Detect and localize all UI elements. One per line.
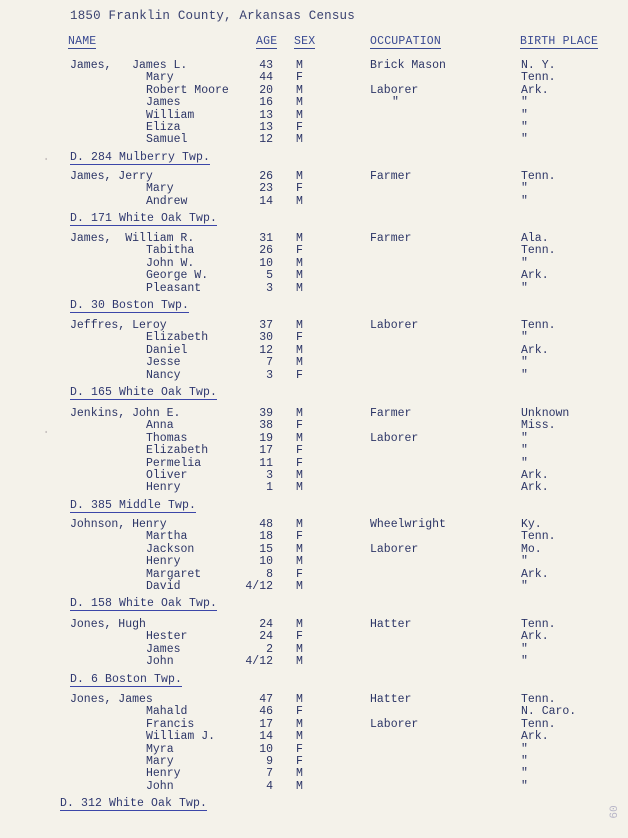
person-name: Permelia bbox=[146, 456, 202, 470]
person-name: James bbox=[146, 96, 181, 110]
person-sex: F bbox=[296, 368, 303, 382]
person-age: 46 bbox=[259, 705, 273, 719]
person-age: 13 bbox=[259, 108, 273, 122]
person-sex: M bbox=[296, 717, 303, 731]
person-age: 39 bbox=[259, 407, 273, 420]
person-name: Jesse bbox=[146, 356, 181, 370]
person-birth-place: N. Caro. bbox=[521, 705, 577, 719]
person-name: Elizabeth bbox=[146, 444, 209, 458]
person-name: Oliver bbox=[146, 468, 188, 482]
person-age: 10 bbox=[259, 555, 273, 569]
person-sex: F bbox=[296, 182, 303, 196]
person-age: 43 bbox=[259, 59, 273, 72]
person-sex: M bbox=[296, 542, 303, 556]
person-birth-place: Ark. bbox=[521, 630, 549, 644]
person-birth-place: Tenn. bbox=[521, 717, 556, 731]
person-birth-place: " bbox=[521, 133, 528, 147]
person-sex: M bbox=[296, 642, 303, 656]
person-birth-place: Tenn. bbox=[521, 319, 556, 332]
person-birth-place: " bbox=[521, 281, 528, 295]
person-birth-place: Ark. bbox=[521, 481, 549, 495]
person-birth-place: Ark. bbox=[521, 83, 549, 97]
person-name: Jones, Hugh bbox=[70, 618, 146, 631]
person-name: Jones, James bbox=[70, 693, 153, 706]
person-age: 48 bbox=[259, 518, 273, 531]
person-birth-place: " bbox=[521, 655, 528, 669]
person-sex: F bbox=[296, 456, 303, 470]
person-name: John bbox=[146, 779, 174, 793]
person-sex: M bbox=[296, 468, 303, 482]
member-row bbox=[0, 196, 628, 208]
person-birth-place: Unknown bbox=[521, 407, 570, 420]
person-age: 14 bbox=[259, 194, 273, 208]
member-row bbox=[0, 134, 628, 146]
person-age: 26 bbox=[259, 244, 273, 258]
person-birth-place: " bbox=[521, 555, 528, 569]
person-birth-place: " bbox=[521, 742, 528, 756]
person-name: William bbox=[146, 108, 195, 122]
household-8 bbox=[0, 694, 628, 811]
member-row bbox=[0, 283, 628, 295]
member-row bbox=[0, 357, 628, 369]
dwelling-location: D. 158 White Oak Twp. bbox=[70, 597, 218, 611]
person-age: 24 bbox=[259, 618, 273, 631]
person-age: 19 bbox=[259, 431, 273, 445]
person-age: 2 bbox=[266, 642, 273, 656]
person-sex: M bbox=[296, 693, 303, 706]
person-name: Henry bbox=[146, 767, 181, 781]
person-birth-place: " bbox=[521, 194, 528, 208]
member-row bbox=[0, 756, 628, 768]
person-sex: F bbox=[296, 244, 303, 258]
person-age: 20 bbox=[259, 83, 273, 97]
person-birth-place: Ala. bbox=[521, 232, 549, 245]
person-name: Mahald bbox=[146, 705, 188, 719]
member-row bbox=[0, 556, 628, 568]
person-occupation: Laborer bbox=[370, 83, 419, 97]
person-occupation: Farmer bbox=[370, 170, 412, 183]
member-row bbox=[0, 445, 628, 457]
member-row bbox=[0, 345, 628, 357]
person-sex: M bbox=[296, 767, 303, 781]
person-name: John bbox=[146, 655, 174, 669]
person-age: 3 bbox=[266, 281, 273, 295]
person-birth-place: Ky. bbox=[521, 518, 542, 531]
person-occupation: Hatter bbox=[370, 618, 412, 631]
person-birth-place: Mo. bbox=[521, 542, 542, 556]
dwelling-location: D. 385 Middle Twp. bbox=[70, 498, 197, 512]
person-age: 26 bbox=[259, 170, 273, 183]
person-birth-place: Ark. bbox=[521, 468, 549, 482]
person-birth-place: " bbox=[521, 368, 528, 382]
member-row bbox=[0, 332, 628, 344]
household-7 bbox=[0, 619, 628, 687]
margin-mark-icon: · bbox=[42, 152, 51, 168]
person-sex: M bbox=[296, 256, 303, 270]
member-row bbox=[0, 420, 628, 432]
person-name: James, Jerry bbox=[70, 170, 153, 183]
person-sex: F bbox=[296, 71, 303, 85]
person-occupation: " bbox=[392, 96, 399, 110]
column-header-name: NAME bbox=[68, 35, 97, 48]
person-name: Francis bbox=[146, 717, 195, 731]
person-birth-place: Tenn. bbox=[521, 244, 556, 258]
person-sex: M bbox=[296, 232, 303, 245]
member-row bbox=[0, 85, 628, 97]
member-row bbox=[0, 110, 628, 122]
person-name: Hester bbox=[146, 630, 188, 644]
person-birth-place: Ark. bbox=[521, 269, 549, 283]
member-row bbox=[0, 781, 628, 793]
person-age: 4/12 bbox=[245, 579, 273, 593]
person-sex: F bbox=[296, 705, 303, 719]
person-age: 3 bbox=[266, 368, 273, 382]
person-birth-place: Ark. bbox=[521, 567, 549, 581]
person-age: 47 bbox=[259, 693, 273, 706]
person-age: 10 bbox=[259, 742, 273, 756]
member-row bbox=[0, 270, 628, 282]
page-title: 1850 Franklin County, Arkansas Census bbox=[70, 9, 355, 23]
person-sex: M bbox=[296, 170, 303, 183]
person-birth-place: Ark. bbox=[521, 730, 549, 744]
member-row bbox=[0, 433, 628, 445]
person-sex: M bbox=[296, 579, 303, 593]
dwelling-location: D. 312 White Oak Twp. bbox=[60, 797, 208, 811]
person-sex: M bbox=[296, 269, 303, 283]
person-sex: M bbox=[296, 555, 303, 569]
person-occupation: Laborer bbox=[370, 319, 419, 332]
person-occupation: Brick Mason bbox=[370, 59, 446, 72]
person-name: Henry bbox=[146, 481, 181, 495]
person-sex: F bbox=[296, 120, 303, 134]
person-name: Andrew bbox=[146, 194, 188, 208]
person-sex: F bbox=[296, 530, 303, 544]
household-5 bbox=[0, 408, 628, 513]
person-birth-place: " bbox=[521, 356, 528, 370]
member-row bbox=[0, 122, 628, 134]
person-name: Johnson, Henry bbox=[70, 518, 167, 531]
person-name: Martha bbox=[146, 530, 188, 544]
person-birth-place: " bbox=[521, 431, 528, 445]
person-birth-place: Tenn. bbox=[521, 71, 556, 85]
person-age: 4/12 bbox=[245, 655, 273, 669]
person-name: George W. bbox=[146, 269, 209, 283]
person-age: 23 bbox=[259, 182, 273, 196]
person-sex: M bbox=[296, 319, 303, 332]
column-header-sex: SEX bbox=[294, 35, 316, 48]
person-occupation: Laborer bbox=[370, 431, 419, 445]
person-birth-place: Miss. bbox=[521, 419, 556, 433]
household-1 bbox=[0, 60, 628, 165]
person-birth-place: " bbox=[521, 96, 528, 110]
person-name: Mary bbox=[146, 71, 174, 85]
member-row bbox=[0, 644, 628, 656]
person-sex: M bbox=[296, 655, 303, 669]
person-age: 9 bbox=[266, 754, 273, 768]
dwelling-location: D. 165 White Oak Twp. bbox=[70, 385, 218, 399]
member-row bbox=[0, 744, 628, 756]
person-sex: M bbox=[296, 431, 303, 445]
person-age: 10 bbox=[259, 256, 273, 270]
person-birth-place: Tenn. bbox=[521, 170, 556, 183]
person-occupation: Hatter bbox=[370, 693, 412, 706]
person-sex: M bbox=[296, 83, 303, 97]
person-occupation: Wheelwright bbox=[370, 518, 446, 531]
person-sex: M bbox=[296, 343, 303, 357]
person-sex: F bbox=[296, 754, 303, 768]
person-sex: M bbox=[296, 194, 303, 208]
person-birth-place: " bbox=[521, 754, 528, 768]
person-birth-place: Tenn. bbox=[521, 693, 556, 706]
person-occupation: Laborer bbox=[370, 542, 419, 556]
person-birth-place: " bbox=[521, 331, 528, 345]
person-sex: M bbox=[296, 281, 303, 295]
dwelling-location: D. 30 Boston Twp. bbox=[70, 298, 190, 312]
household-3 bbox=[0, 233, 628, 313]
person-name: Samuel bbox=[146, 133, 188, 147]
person-name: Myra bbox=[146, 742, 174, 756]
person-birth-place: Tenn. bbox=[521, 618, 556, 631]
person-name: William J. bbox=[146, 730, 216, 744]
person-sex: M bbox=[296, 481, 303, 495]
person-sex: M bbox=[296, 730, 303, 744]
column-header-occupation: OCCUPATION bbox=[370, 35, 442, 48]
page-number: 09 bbox=[605, 805, 618, 819]
person-age: 1 bbox=[266, 481, 273, 495]
person-age: 37 bbox=[259, 319, 273, 332]
person-age: 7 bbox=[266, 356, 273, 370]
person-birth-place: " bbox=[521, 579, 528, 593]
person-sex: M bbox=[296, 356, 303, 370]
person-name: Jackson bbox=[146, 542, 195, 556]
member-row bbox=[0, 706, 628, 718]
dwelling-location: D. 6 Boston Twp. bbox=[70, 672, 183, 686]
person-sex: F bbox=[296, 331, 303, 345]
member-row bbox=[0, 245, 628, 257]
household-4 bbox=[0, 320, 628, 400]
person-name: Mary bbox=[146, 182, 174, 196]
person-age: 17 bbox=[259, 717, 273, 731]
person-age: 44 bbox=[259, 71, 273, 85]
person-age: 4 bbox=[266, 779, 273, 793]
person-name: Nancy bbox=[146, 368, 181, 382]
member-row bbox=[0, 768, 628, 780]
person-name: Mary bbox=[146, 754, 174, 768]
household-6 bbox=[0, 519, 628, 611]
member-row bbox=[0, 631, 628, 643]
person-age: 14 bbox=[259, 730, 273, 744]
person-name: James, William R. bbox=[70, 232, 195, 245]
person-name: Robert Moore bbox=[146, 83, 229, 97]
person-sex: M bbox=[296, 133, 303, 147]
person-sex: F bbox=[296, 742, 303, 756]
person-birth-place: " bbox=[521, 767, 528, 781]
person-age: 24 bbox=[259, 630, 273, 644]
member-row bbox=[0, 97, 628, 109]
person-name: James bbox=[146, 642, 181, 656]
person-birth-place: " bbox=[521, 120, 528, 134]
member-row bbox=[0, 569, 628, 581]
person-occupation: Laborer bbox=[370, 717, 419, 731]
person-name: Henry bbox=[146, 555, 181, 569]
person-sex: M bbox=[296, 618, 303, 631]
person-name: Daniel bbox=[146, 343, 188, 357]
person-birth-place: " bbox=[521, 444, 528, 458]
person-birth-place: " bbox=[521, 779, 528, 793]
person-sex: M bbox=[296, 96, 303, 110]
person-birth-place: " bbox=[521, 182, 528, 196]
person-age: 7 bbox=[266, 767, 273, 781]
person-sex: F bbox=[296, 419, 303, 433]
person-name: Tabitha bbox=[146, 244, 195, 258]
person-name: Pleasant bbox=[146, 281, 202, 295]
person-sex: M bbox=[296, 59, 303, 72]
head-of-household-row bbox=[0, 171, 628, 183]
column-header-birth-place: BIRTH PLACE bbox=[520, 35, 599, 48]
person-name: Margaret bbox=[146, 567, 202, 581]
person-name: David bbox=[146, 579, 181, 593]
person-birth-place: Tenn. bbox=[521, 530, 556, 544]
household-2 bbox=[0, 171, 628, 226]
person-birth-place: " bbox=[521, 256, 528, 270]
person-sex: M bbox=[296, 779, 303, 793]
person-sex: M bbox=[296, 108, 303, 122]
person-birth-place: " bbox=[521, 456, 528, 470]
person-age: 30 bbox=[259, 331, 273, 345]
person-name: Elizabeth bbox=[146, 331, 209, 345]
person-name: John W. bbox=[146, 256, 195, 270]
person-name: James, James L. bbox=[70, 59, 188, 72]
person-sex: F bbox=[296, 444, 303, 458]
person-name: Jeffres, Leroy bbox=[70, 319, 167, 332]
person-age: 5 bbox=[266, 269, 273, 283]
person-age: 12 bbox=[259, 133, 273, 147]
dwelling-location: D. 171 White Oak Twp. bbox=[70, 212, 218, 226]
person-sex: F bbox=[296, 630, 303, 644]
person-occupation: Farmer bbox=[370, 232, 412, 245]
person-age: 15 bbox=[259, 542, 273, 556]
person-age: 12 bbox=[259, 343, 273, 357]
member-row bbox=[0, 656, 628, 668]
member-row bbox=[0, 482, 628, 494]
margin-mark-icon: · bbox=[42, 425, 51, 441]
member-row bbox=[0, 183, 628, 195]
dwelling-location: D. 284 Mulberry Twp. bbox=[70, 150, 211, 164]
person-name: Jenkins, John E. bbox=[70, 407, 181, 420]
person-birth-place: " bbox=[521, 642, 528, 656]
person-age: 16 bbox=[259, 96, 273, 110]
person-name: Eliza bbox=[146, 120, 181, 134]
person-age: 38 bbox=[259, 419, 273, 433]
member-row bbox=[0, 72, 628, 84]
person-sex: M bbox=[296, 407, 303, 420]
person-name: Thomas bbox=[146, 431, 188, 445]
person-age: 3 bbox=[266, 468, 273, 482]
person-sex: F bbox=[296, 567, 303, 581]
person-age: 13 bbox=[259, 120, 273, 134]
person-age: 17 bbox=[259, 444, 273, 458]
member-row bbox=[0, 731, 628, 743]
member-row bbox=[0, 370, 628, 382]
person-age: 18 bbox=[259, 530, 273, 544]
head-of-household-row bbox=[0, 320, 628, 332]
person-occupation: Farmer bbox=[370, 407, 412, 420]
member-row bbox=[0, 581, 628, 593]
member-row bbox=[0, 531, 628, 543]
person-birth-place: N. Y. bbox=[521, 59, 556, 72]
column-header-age: AGE bbox=[256, 35, 278, 48]
person-sex: M bbox=[296, 518, 303, 531]
person-age: 8 bbox=[266, 567, 273, 581]
person-age: 31 bbox=[259, 232, 273, 245]
person-birth-place: " bbox=[521, 108, 528, 122]
person-birth-place: Ark. bbox=[521, 343, 549, 357]
member-row bbox=[0, 544, 628, 556]
person-name: Anna bbox=[146, 419, 174, 433]
person-age: 11 bbox=[259, 456, 273, 470]
